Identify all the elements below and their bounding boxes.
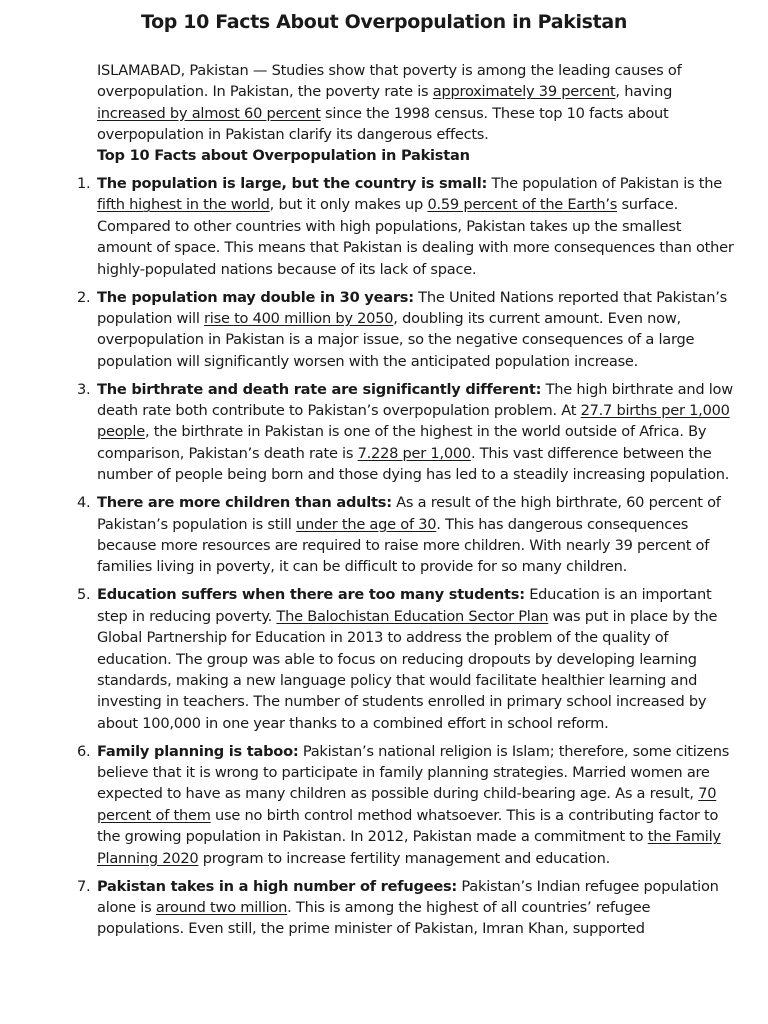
poverty-rate-link[interactable]: approximately 39 percent: [432, 83, 616, 101]
refugee-count-link[interactable]: around two million: [155, 899, 288, 916]
fact-text: , doubling its current amount. Even now, overpopulation in Pakistan is a major issue, so the negative consequences of a large population will significantly worsen with the anticipated population increase.: [97, 309, 695, 370]
fact-text: program to increase fertility management and education.: [198, 849, 610, 867]
under-30-link[interactable]: under the age of 30: [295, 515, 437, 533]
section-heading: Top 10 Facts about Overpopulation in Pakistan: [97, 147, 470, 164]
fact-item-4: [77, 492, 737, 578]
intro-paragraph: [97, 60, 737, 146]
fact-text: surface. Compared to other countries with high populations, Pakistan takes up the smallest amount of space. This means that Pakistan is dealing with more consequences than other highly-populated nations because of its lack of space.: [97, 196, 734, 278]
intro-text: ISLAMABAD, Pakistan — Studies show that poverty is among the leading causes of overpopulation. In Pakistan, the poverty rate is: [97, 62, 682, 101]
fact-text: . This has dangerous consequences because more resources are required to raise more children. With nearly 39 percent of families living in poverty, it can be difficult to provide for so many children.: [97, 515, 710, 576]
fact-number: 1.: [77, 175, 91, 192]
fact-text: The high birthrate and low death rate both contribute to Pakistan’s overpopulation problem. At: [97, 380, 733, 420]
fact-text: Education is an important step in reducing poverty.: [97, 586, 712, 625]
fact-heading: The population is large, but the country is small:: [97, 175, 488, 192]
intro-text: , having: [615, 83, 673, 101]
fact-heading: Education suffers when there are too many students:: [97, 586, 525, 604]
earth-percent-link[interactable]: 0.59 percent of the Earth’s: [427, 196, 618, 214]
fact-heading: The birthrate and death rate are significantly different:: [97, 380, 542, 398]
fact-text: . This vast difference between the number of people being born and those dying has led to a steadily increasing population.: [97, 444, 730, 484]
intro-text: since the 1998 census. These top 10 facts about overpopulation in Pakistan clarify its dangerous effects.: [97, 104, 669, 144]
fact-text: use no birth control method whatsoever. This is a contributing factor to the growing population in Pakistan. In 2012, Pakistan made a commitment to: [97, 806, 719, 846]
fact-text: , but it only makes up: [269, 196, 428, 214]
birthrate-link[interactable]: 27.7 births per 1,000 people: [97, 402, 730, 441]
fact-number: 6.: [77, 742, 91, 760]
fact-item-5: [77, 584, 737, 734]
facts-list: [77, 173, 737, 946]
fact-number: 4.: [77, 494, 91, 512]
fact-heading: Family planning is taboo:: [97, 742, 299, 760]
fact-number: 7.: [77, 877, 91, 895]
poverty-increase-link[interactable]: increased by almost 60 percent: [97, 104, 321, 122]
fact-number: 3.: [77, 380, 91, 398]
birth-control-link[interactable]: 70 percent of them: [97, 785, 717, 824]
family-planning-link[interactable]: the Family Planning 2020: [97, 828, 721, 867]
death-rate-link[interactable]: 7.228 per 1,000: [357, 444, 471, 462]
fifth-highest-link[interactable]: fifth highest in the world: [97, 196, 270, 214]
fact-item-2: [77, 287, 737, 373]
fact-text: . This is among the highest of all countries’ refugee populations. Even still, the prime minister of Pakistan, Imran Khan, supported: [97, 899, 651, 938]
fact-number: 2.: [77, 288, 91, 306]
fact-heading: There are more children than adults:: [97, 494, 392, 512]
fact-text: Pakistan’s national religion is Islam; therefore, some citizens believe that it is wrong to participate in family planning strategies. Married women are expected to have as many children as possible during child-bearing age. As a result,: [97, 742, 730, 803]
fact-text: , the birthrate in Pakistan is one of the highest in the world outside of Africa. By comparison, Pakistan’s death rate is: [97, 423, 707, 462]
fact-number: 5.: [77, 586, 91, 604]
fact-item-3: [77, 379, 737, 486]
fact-item-7: [77, 876, 737, 940]
education-plan-link[interactable]: The Balochistan Education Sector Plan: [276, 607, 549, 625]
fact-heading: Pakistan takes in a high number of refugees:: [97, 877, 458, 895]
page-title: Top 10 Facts About Overpopulation in Pakistan: [140, 11, 628, 33]
population-2050-link[interactable]: rise to 400 million by 2050: [204, 309, 394, 327]
fact-text: Pakistan’s Indian refugee population alone is: [97, 877, 719, 916]
fact-heading: The population may double in 30 years:: [97, 288, 414, 306]
fact-text: The population of Pakistan is the: [487, 175, 722, 192]
fact-text: As a result of the high birthrate, 60 percent of Pakistan’s population is still: [97, 494, 721, 533]
fact-text: was put in place by the Global Partnership for Education in 2013 to address the problem of the quality of education. The group was able to focus on reducing dropouts by developing learning standards, making a new language policy that would facilitate healthier learning and investing in teachers. The number of students enrolled in primary school increased by about 100,000 in one year thanks to a combined effort in school reform.: [97, 607, 718, 732]
fact-item-1: [77, 173, 737, 280]
fact-item-6: [77, 741, 737, 869]
fact-text: The United Nations reported that Pakistan’s population will: [97, 288, 727, 327]
